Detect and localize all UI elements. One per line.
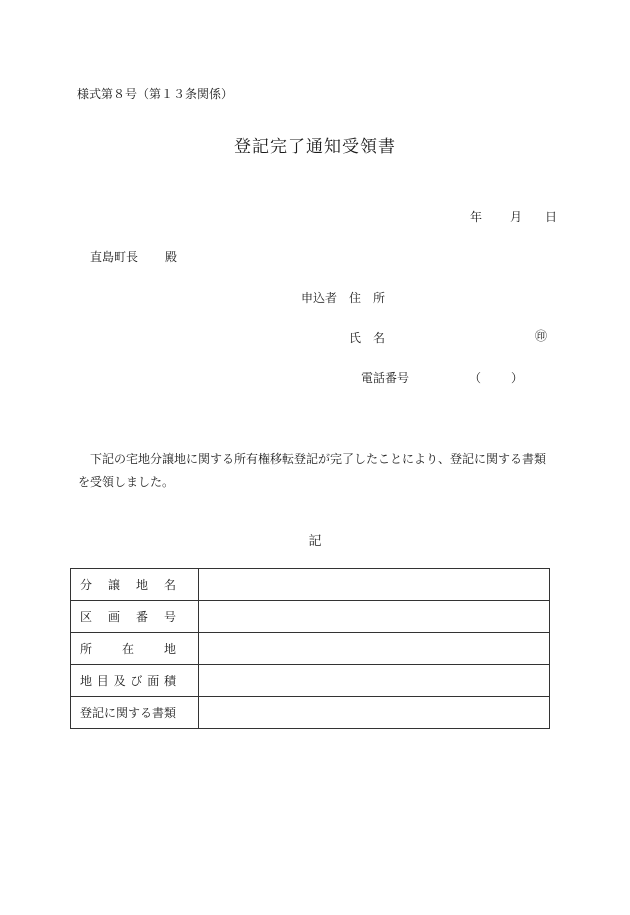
table-row-value-field[interactable]: [199, 601, 550, 633]
phone-paren-open: （: [469, 371, 482, 385]
table-row-value-field[interactable]: [199, 569, 550, 601]
label-char: 地: [163, 642, 176, 656]
label-char: 譲: [107, 578, 120, 592]
table-row-label: [71, 633, 199, 665]
form-number: 様式第８号（第１３条関係）: [77, 87, 234, 101]
address-label: 住 所: [349, 291, 386, 305]
label-char: 目: [96, 674, 109, 688]
table-row-value-field[interactable]: [199, 697, 550, 729]
table-row: [71, 665, 550, 697]
table-row: [71, 633, 550, 665]
table-row-value-field[interactable]: [199, 633, 550, 665]
items-table: [70, 568, 550, 729]
label-char: 区: [80, 610, 93, 624]
label-char: 登記に関する書類: [80, 706, 177, 720]
applicant-heading: 申込者: [301, 291, 338, 305]
label-char: び: [130, 674, 143, 688]
label-char: 及: [113, 674, 126, 688]
label-char: 名: [163, 578, 176, 592]
addressee-name: 直島町長: [90, 250, 139, 264]
table-row-label: [71, 665, 199, 697]
table-row-label: [71, 601, 199, 633]
label-char: 在: [121, 642, 134, 656]
label-char: 地: [80, 674, 93, 688]
table-row: [71, 697, 550, 729]
label-char: 番: [135, 610, 148, 624]
label-char: 分: [80, 578, 93, 592]
page-title: 登記完了通知受領書: [234, 137, 396, 157]
table-row-label: [71, 569, 199, 601]
label-char: 号: [163, 610, 176, 624]
table-row: [71, 601, 550, 633]
phone-paren-close: ）: [511, 371, 524, 385]
label-char: 地: [135, 578, 148, 592]
body-text: 下記の宅地分譲地に関する所有権移転登記が完了したことにより、登記に関する書類を受領しました。: [78, 452, 547, 489]
seal-mark: ㊞: [535, 329, 548, 343]
table-row: [71, 569, 550, 601]
table-row-label: [71, 697, 199, 729]
date-year-label: 年: [470, 210, 483, 224]
date-day-label: 日: [545, 210, 558, 224]
label-char: 画: [107, 610, 120, 624]
label-char: 面: [147, 674, 160, 688]
ki-heading: 記: [308, 534, 322, 549]
table-row-value-field[interactable]: [199, 665, 550, 697]
name-label: 氏 名: [349, 331, 386, 345]
phone-label: 電話番号: [361, 371, 410, 385]
label-char: 所: [80, 642, 93, 656]
date-month-label: 月: [510, 210, 523, 224]
addressee-suffix: 殿: [165, 250, 178, 264]
label-char: 積: [163, 674, 176, 688]
